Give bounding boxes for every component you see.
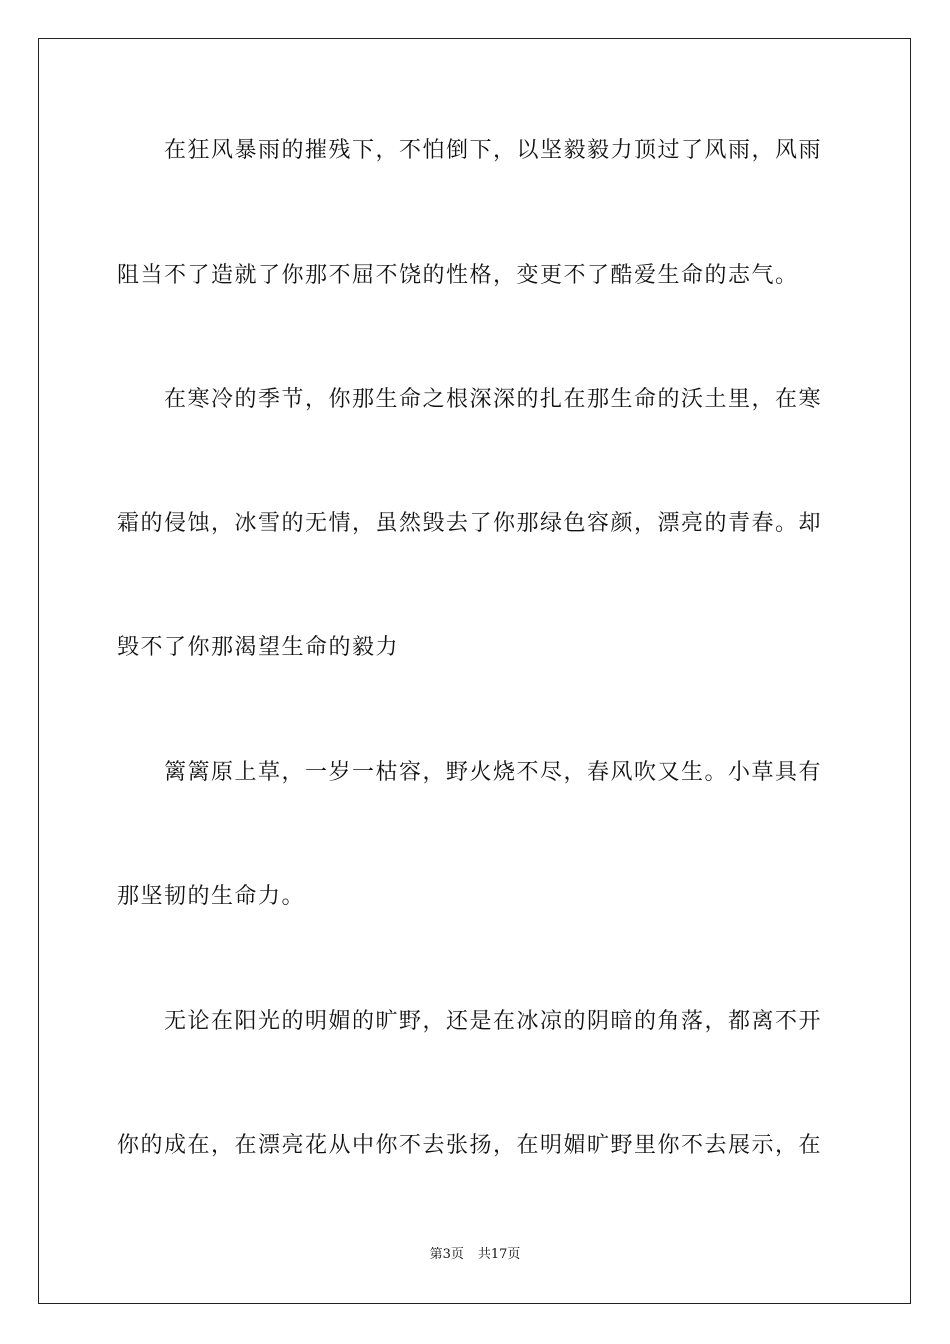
text-line: 霜的侵蚀，冰雪的无情，虽然毁去了你那绿色容颜，漂亮的青春。却 <box>117 511 823 536</box>
page-number-current: 第3页 <box>429 1247 464 1262</box>
text-line: 那坚韧的生命力。 <box>117 884 306 909</box>
text-line: 在寒冷的季节，你那生命之根深深的扎在那生命的沃土里，在寒 <box>117 387 823 412</box>
text-line: 在狂风暴雨的摧残下，不怕倒下，以坚毅毅力顶过了风雨，风雨 <box>117 138 823 163</box>
text-line: 毁不了你那渴望生命的毅力 <box>117 635 400 660</box>
page-border <box>38 38 911 1304</box>
text-line: 无论在阳光的明媚的旷野，还是在冰凉的阴暗的角落，都离不开 <box>117 1009 823 1034</box>
text-line: 篱篱原上草，一岁一枯容，野火烧不尽，春风吹又生。小草具有 <box>117 760 823 785</box>
text-line: 阻当不了造就了你那不屈不饶的性格，变更不了酷爱生命的志气。 <box>117 263 799 288</box>
text-line: 你的成在，在漂亮花从中你不去张扬，在明媚旷野里你不去展示，在 <box>117 1133 823 1158</box>
page-footer <box>0 1247 950 1263</box>
page-number-total: 共17页 <box>477 1247 521 1262</box>
